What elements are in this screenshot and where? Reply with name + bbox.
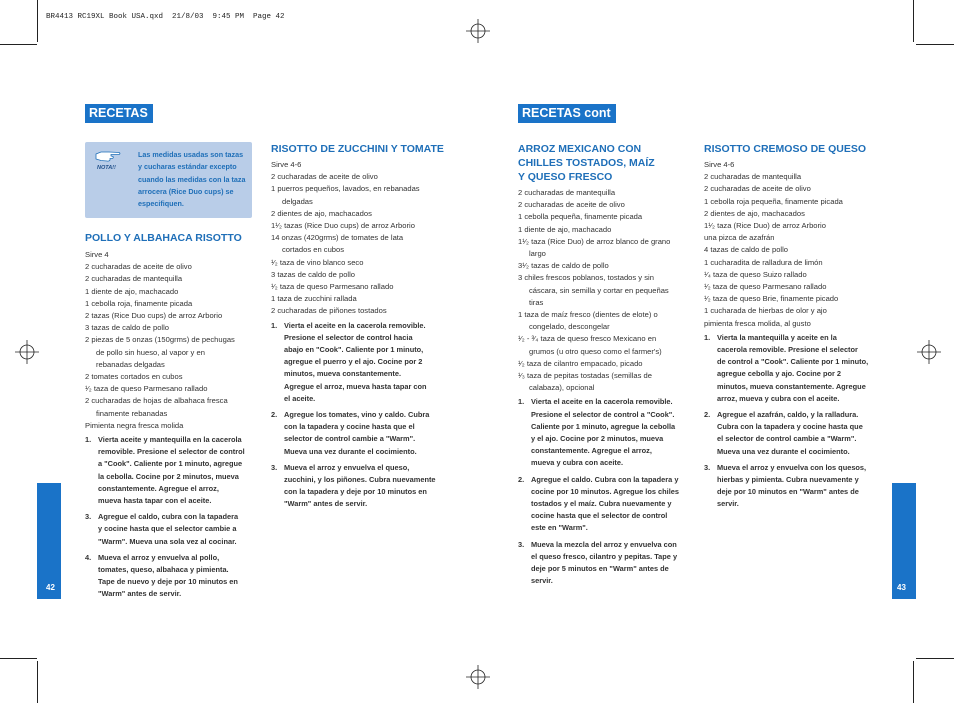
step-line: Mueva una vez durante el cocimiento.: [717, 446, 850, 456]
ingredient-line: 2 cucharadas de mantequilla: [518, 188, 616, 197]
step-line: zucchini, y los piñones. Cubra nuevamente: [284, 475, 436, 485]
step-number: 4.: [85, 552, 92, 562]
recipe-risotto-cremoso: [704, 142, 884, 515]
ingredient-line: 2 cucharadas de piñones tostados: [271, 306, 387, 316]
ingredient-line: 1 diente de ajo, machacado: [518, 224, 612, 234]
step-line: Tape de nuevo y deje por 10 minutos en: [98, 577, 238, 587]
ingredient-line: 2 cucharadas de hojas de albahaca fresca: [85, 396, 228, 406]
ingredient-line: 1¹⁄₂ taza (Rice Duo) de arroz Arborio: [704, 221, 826, 231]
step-line: hierbas y pimienta. Cubra nuevamente y: [717, 475, 859, 485]
page-number-tab-right: [892, 483, 916, 599]
step: [518, 474, 693, 535]
ingredient-line: 2 tomates cortados en cubos: [85, 372, 183, 382]
step-line: y el ajo. Cocine por 2 minutos, mueva: [531, 434, 664, 444]
step-line: Agregue el caldo. Cubra con la tapadera y: [531, 474, 679, 484]
ingredient-line: finamente rebanadas: [96, 408, 168, 418]
ingredient-line: 1¹⁄₂ taza (Rice Duo) de arroz blanco de grano: [518, 236, 671, 246]
step-line: Caliente por 1 minuto, agregue la cebolla: [531, 421, 676, 431]
step-line: agregue cebolla y ajo. Cocine por 2: [717, 369, 842, 379]
recipe-title: [518, 142, 693, 184]
step: [271, 320, 451, 405]
recipe-title-line: Y QUESO FRESCO: [518, 171, 613, 183]
step-line: mueva hasta tapar con el aceite.: [98, 496, 212, 506]
ingredient-line: 1 cebolla roja, finamente picada: [85, 298, 193, 308]
step-line: y cocine hasta que el selector cambie a: [98, 524, 237, 534]
step-number: 3.: [704, 462, 711, 472]
step-line: de control a "Cook". Caliente por 1 minuto,: [717, 357, 869, 367]
step-line: cocine por 10 minutos. Agregue los chiles: [531, 486, 679, 496]
recipe-pollo-albahaca: [85, 231, 260, 605]
ingredient-line: 1 taza de zucchini rallada: [271, 294, 357, 304]
ingredient-line: 1¹⁄₂ tazas (Rice Duo cups) de arroz Arborio: [271, 221, 415, 231]
step-line: Agregue el azafrán, caldo, y la ralladura.: [717, 410, 859, 420]
left-page-header: RECETAS: [85, 104, 153, 123]
step-line: "Warm" antes de servir.: [284, 499, 368, 509]
step-line: tostados y el maíz. Cubra nuevamente y: [531, 499, 672, 509]
step: [518, 396, 693, 469]
step-line: Agregue los tomates, vino y caldo. Cubra: [284, 410, 430, 420]
ingredient-line: delgadas: [282, 196, 313, 206]
ingredient-line: ¹⁄₂ taza de cilantro empacado, picado: [518, 358, 643, 368]
step-number: 3.: [518, 539, 525, 549]
crop-mark: [916, 658, 954, 659]
step: [85, 511, 260, 548]
ingredient-list: [704, 159, 884, 330]
step-line: Mueva el arroz y envuelva el queso,: [284, 462, 410, 472]
ingredient-line: 3 tazas de caldo de pollo: [271, 269, 356, 279]
recipe-title-line: ARROZ MEXICANO CON: [518, 143, 642, 155]
ingredient-line: 1 taza de maíz fresco (dientes de elote) o: [518, 310, 658, 320]
ingredient-line: ¹⁄₃ taza de pepitas tostadas (semillas de: [518, 371, 652, 381]
step-line: minutos, mueva constantemente.: [284, 369, 402, 379]
step-line: "Warm". Mueva una sola vez al cocinar.: [98, 536, 237, 546]
ingredient-line: 3¹⁄₂ tazas de caldo de pollo: [518, 261, 609, 271]
registration-mark-icon: [466, 19, 490, 43]
step-line: la cebolla. Cocine por 2 minutos, mueva: [98, 471, 239, 481]
ingredient-line: 1 diente de ajo, machacado: [85, 286, 179, 296]
step-number: 2.: [704, 410, 711, 420]
step-list: [85, 434, 260, 601]
ingredient-line: congelado, descongelar: [529, 322, 610, 332]
ingredient-line: rebanadas delgadas: [96, 359, 165, 369]
step-line: "Warm" antes de servir.: [98, 589, 182, 599]
step: [85, 552, 260, 601]
ingredient-list: [85, 249, 260, 432]
ingredient-list: [271, 159, 451, 318]
step-list: [704, 332, 884, 511]
step: [704, 409, 884, 458]
ingredient-line: ¹⁄₄ taza de queso Suizo rallado: [704, 269, 807, 279]
page-number-tab-left: [37, 483, 61, 599]
note-text: Las medidas usadas son tazas y cucharas estándar excepto cuando las medidas con la taza arrocera (Rice Duo cups) se especifiquen.: [138, 150, 246, 209]
page-number-left: 42: [46, 583, 55, 592]
ingredient-line: largo: [529, 249, 546, 259]
step-line: tomates, queso, albahaca y pimienta.: [98, 565, 229, 575]
pointing-hand-icon: [95, 149, 121, 163]
ingredient-line: 2 dientes de ajo, machacados: [704, 208, 805, 218]
step-list: [518, 396, 693, 587]
recipe-arroz-mexicano: [518, 142, 693, 592]
ingredient-line: Sirve 4-6: [704, 160, 735, 169]
step-number: 1.: [85, 435, 92, 445]
ingredient-line: ¹⁄₂ - ³⁄₄ taza de queso fresco Mexicano en: [518, 334, 657, 344]
step-line: el selector de control cambie a "Warm".: [717, 434, 857, 444]
ingredient-line: 2 tazas (Rice Duo cups) de arroz Arborio: [85, 311, 223, 321]
step-number: 1.: [518, 397, 525, 407]
ingredient-line: 2 cucharadas de aceite de olivo: [85, 262, 192, 272]
note-icon-label: NOTA!!: [97, 165, 116, 171]
ingredient-line: de pollo sin hueso, al vapor y en: [96, 347, 205, 357]
step-number: 1.: [704, 332, 711, 342]
ingredient-line: ¹⁄₂ taza de queso Parmesano rallado: [271, 282, 394, 292]
ingredient-list: [518, 187, 693, 394]
step: [704, 332, 884, 405]
step-line: abajo en "Cook". Caliente por 1 minuto,: [284, 345, 424, 355]
ingredient-line: pimienta fresca molida, al gusto: [704, 318, 811, 328]
step-line: constantemente. Agregue el arroz,: [531, 446, 652, 456]
ingredient-line: tiras: [529, 297, 544, 307]
step-line: Cubra con la tapadera y cocine hasta que: [717, 422, 863, 432]
ingredient-line: 2 cucharadas de aceite de olivo: [271, 172, 378, 182]
ingredient-line: Sirve 4-6: [271, 160, 302, 169]
step-line: Vierta el aceite en la cacerola removible.: [531, 397, 673, 407]
ingredient-line: 14 onzas (420grms) de tomates de lata: [271, 233, 404, 243]
step-number: 2.: [518, 474, 525, 484]
right-page-header: RECETAS cont: [518, 104, 616, 123]
crop-mark: [0, 44, 37, 45]
step: [271, 462, 451, 511]
recipe-title: RISOTTO DE ZUCCHINI Y TOMATE: [271, 143, 444, 155]
step-line: mueva y cubra con aceite.: [531, 458, 624, 468]
step-line: Mueva el arroz y envuelva al pollo,: [98, 552, 220, 562]
step-number: 1.: [271, 320, 278, 330]
ingredient-line: 2 cucharadas de aceite de olivo: [704, 184, 811, 194]
ingredient-line: ¹⁄₂ taza de vino blanco seco: [271, 257, 364, 267]
step-line: con la tapadera y deje por 10 minutos en: [284, 487, 427, 497]
ingredient-line: ¹⁄₂ taza de queso Brie, finamente picado: [704, 294, 839, 304]
step-line: Mueva una vez durante el cocimiento.: [284, 446, 417, 456]
ingredient-line: grumos (u otro queso como el farmer's): [529, 346, 662, 356]
recipe-risotto-zucchini: [271, 142, 451, 515]
step: [271, 409, 451, 458]
printer-slug: BR4413 RC19XL Book USA.qxd 21/8/03 9:45 PM Page 42: [46, 13, 285, 21]
ingredient-line: calabaza), opcional: [529, 383, 595, 393]
step-line: este en "Warm".: [531, 523, 588, 533]
recipe-title: POLLO Y ALBAHACA RISOTTO: [85, 232, 242, 244]
step-number: 2.: [271, 410, 278, 420]
ingredient-line: Sirve 4: [85, 250, 109, 259]
step-line: Vierta la mantequilla y aceite en la: [717, 332, 837, 342]
registration-mark-icon: [15, 340, 39, 364]
recipe-title-line: CHILLES TOSTADOS, MAÍZ: [518, 157, 655, 169]
step-line: Vierta el aceite en la cacerola removible.: [284, 320, 426, 330]
ingredient-line: 1 cebolla roja pequeña, finamente picada: [704, 196, 843, 206]
step-line: selector de control cambie a "Warm".: [284, 434, 416, 444]
step-line: Mueva la mezcla del arroz y envuelva con: [531, 539, 677, 549]
step-line: deje por 10 minutos en "Warm" antes de: [717, 487, 859, 497]
ingredient-line: 4 tazas de caldo de pollo: [704, 245, 789, 255]
registration-mark-icon: [466, 665, 490, 689]
crop-mark: [37, 0, 38, 42]
ingredient-line: 3 chiles frescos poblanos, tostados y sin: [518, 273, 654, 283]
ingredient-line: 1 cucharada de hierbas de olor y ajo: [704, 306, 827, 316]
step-line: el aceite.: [284, 393, 316, 403]
step-line: con la tapadera y cocine hasta que el: [284, 422, 415, 432]
crop-mark: [916, 44, 954, 45]
ingredient-line: ¹⁄₂ taza de queso Parmesano rallado: [704, 282, 827, 292]
ingredient-line: 3 tazas de caldo de pollo: [85, 323, 170, 333]
step: [85, 434, 260, 507]
ingredient-line: 2 cucharadas de mantequilla: [85, 274, 183, 284]
step-line: constantemente. Agregue el arroz,: [98, 483, 219, 493]
step-line: minutos, mueva constantemente. Agregue: [717, 381, 866, 391]
crop-mark: [0, 658, 37, 659]
step-line: el queso fresco, cilantro y pepitas. Tape y: [531, 551, 678, 561]
step-line: servir.: [717, 499, 739, 509]
crop-mark: [37, 661, 38, 703]
ingredient-line: ¹⁄₂ taza de queso Parmesano rallado: [85, 384, 208, 394]
crop-mark: [913, 0, 914, 42]
ingredient-line: cortados en cubos: [282, 245, 345, 255]
ingredient-line: 1 cucharadita de ralladura de limón: [704, 257, 823, 267]
step: [704, 462, 884, 511]
step-line: agregue el puerro y el ajo. Cocine por 2: [284, 357, 423, 367]
step-line: Vierta aceite y mantequilla en la cacerola: [98, 435, 242, 445]
step-line: Agregue el caldo, cubra con la tapadera: [98, 512, 239, 522]
step-line: Agregue el arroz, mueva hasta tapar con: [284, 381, 427, 391]
ingredient-line: 1 cebolla pequeña, finamente picada: [518, 212, 643, 222]
ingredient-line: una pizca de azafrán: [704, 233, 775, 243]
ingredient-line: 2 cucharadas de mantequilla: [704, 172, 802, 182]
ingredient-line: 1 puerros pequeños, lavados, en rebanadas: [271, 184, 420, 194]
step: [518, 539, 693, 588]
ingredient-line: 2 dientes de ajo, machacados: [271, 208, 372, 218]
step-line: Presione el selector de control a "Cook".: [531, 409, 675, 419]
step-line: a "Cook". Caliente por 1 minuto, agregue: [98, 459, 243, 469]
ingredient-line: 2 piezas de 5 onzas (150grms) de pechugas: [85, 335, 235, 345]
step-line: deje por 5 minutos en "Warm" antes de: [531, 564, 669, 574]
note-box: [85, 142, 252, 218]
step-number: 3.: [271, 462, 278, 472]
recipe-title: RISOTTO CREMOSO DE QUESO: [704, 143, 866, 155]
step-line: cacerola removible. Presione el selector: [717, 345, 858, 355]
ingredient-line: cáscara, sin semilla y cortar en pequeñas: [529, 285, 669, 295]
ingredient-line: 2 cucharadas de aceite de olivo: [518, 200, 625, 210]
step-number: 3.: [85, 512, 92, 522]
step-line: cocine hasta que el selector de control: [531, 511, 668, 521]
step-line: Mueva el arroz y envuelva con los quesos,: [717, 462, 867, 472]
step-list: [271, 320, 451, 511]
ingredient-line: Pimienta negra fresca molida: [85, 420, 184, 430]
step-line: arroz, mueva y cubra con el aceite.: [717, 393, 840, 403]
step-line: Presione el selector de control hacia: [284, 332, 413, 342]
crop-mark: [913, 661, 914, 703]
page-number-right: 43: [897, 583, 906, 592]
step-line: servir.: [531, 576, 553, 586]
step-line: removible. Presione el selector de control: [98, 447, 245, 457]
registration-mark-icon: [917, 340, 941, 364]
